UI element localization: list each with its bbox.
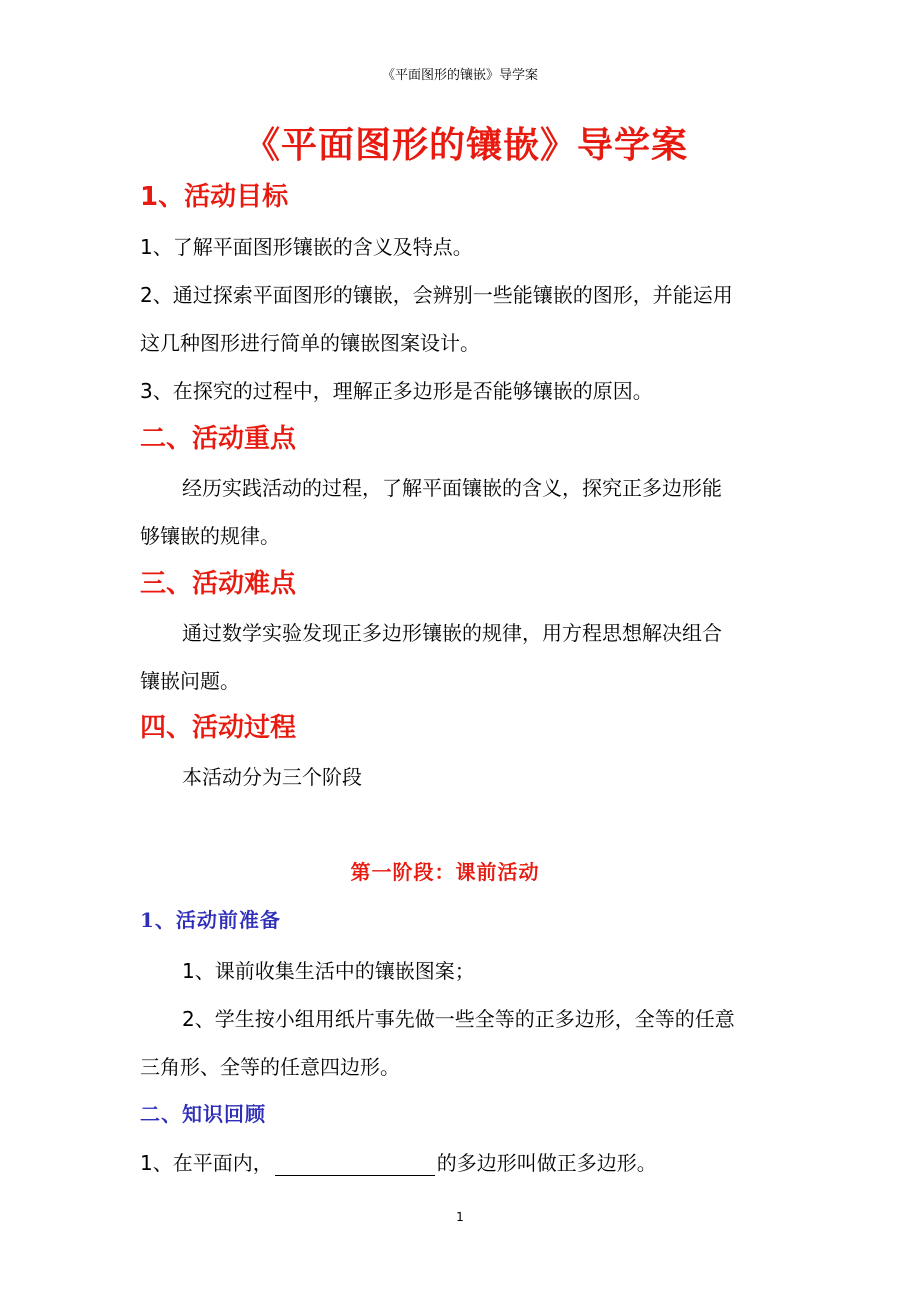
review-question-1 — [140, 1147, 657, 1176]
subheading-review: 二、知识回顾 — [140, 1102, 266, 1126]
section-heading-process: 四、活动过程 — [140, 713, 297, 743]
page-number: 1 — [456, 1210, 464, 1224]
process-intro: 本活动分为三个阶段 — [182, 765, 362, 789]
fill-in-blank[interactable] — [275, 1153, 435, 1176]
key-points-line-2: 够镶嵌的规律。 — [140, 524, 280, 548]
preparation-item-2-continued: 三角形、全等的任意四边形。 — [140, 1055, 400, 1079]
objective-item-3: 3、在探究的过程中，理解正多边形是否能够镶嵌的原因。 — [140, 379, 653, 403]
section-heading-key-points: 二、活动重点 — [140, 424, 297, 454]
preparation-item-2: 2、学生按小组用纸片事先做一些全等的正多边形，全等的任意 — [182, 1007, 735, 1031]
review-question-suffix: 的多边形叫做正多边形。 — [436, 1151, 657, 1175]
document-title: 《平面图形的镶嵌》导学案 — [243, 125, 688, 166]
section-heading-difficulties: 三、活动难点 — [140, 569, 297, 599]
subheading-preparation: 1、活动前准备 — [140, 908, 281, 932]
review-question-prefix: 1、在平面内， — [140, 1151, 273, 1175]
section-heading-objectives: 1、活动目标 — [140, 182, 289, 212]
objective-item-1: 1、了解平面图形镶嵌的含义及特点。 — [140, 235, 473, 259]
difficulties-line-1: 通过数学实验发现正多边形镶嵌的规律，用方程思想解决组合 — [182, 621, 722, 645]
key-points-line-1: 经历实践活动的过程，了解平面镶嵌的含义，探究正多边形能 — [182, 476, 722, 500]
objective-item-2-continued: 这几种图形进行简单的镶嵌图案设计。 — [140, 331, 480, 355]
preparation-item-1: 1、课前收集生活中的镶嵌图案； — [182, 959, 475, 983]
objective-item-2: 2、通过探索平面图形的镶嵌，会辨别一些能镶嵌的图形，并能运用 — [140, 283, 733, 307]
running-header: 《平面图形的镶嵌》导学案 — [381, 68, 538, 83]
stage-1-heading: 第一阶段：课前活动 — [350, 860, 540, 884]
difficulties-line-2: 镶嵌问题。 — [140, 669, 240, 693]
